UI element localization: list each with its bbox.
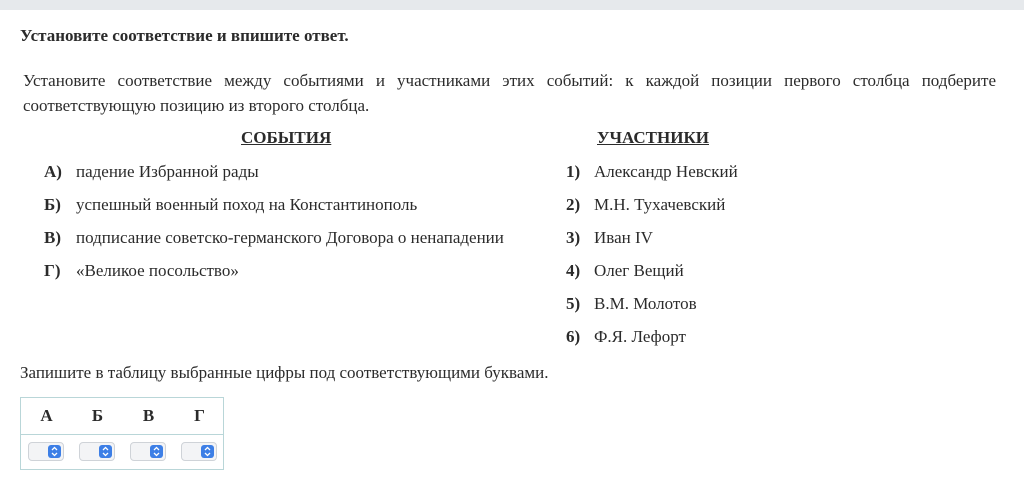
participant-mark: 5) bbox=[566, 294, 581, 313]
answer-column-header-a: А bbox=[40, 406, 53, 425]
updown-chevron-icon bbox=[150, 445, 163, 458]
answer-column-header-g: Г bbox=[194, 406, 205, 425]
event-text: падение Избранной рады bbox=[76, 162, 259, 181]
participants-column-header: УЧАСТНИКИ bbox=[597, 128, 709, 147]
answer-table bbox=[20, 397, 224, 470]
answer-column-header-v: В bbox=[142, 406, 155, 425]
answer-select-a[interactable] bbox=[28, 442, 64, 461]
updown-chevron-icon bbox=[201, 445, 214, 458]
event-mark: Г) bbox=[44, 261, 61, 280]
answer-table-header-row bbox=[21, 398, 223, 435]
participant-mark: 3) bbox=[566, 228, 581, 247]
participant-text: М.Н. Тухачевский bbox=[594, 195, 726, 214]
participant-mark: 1) bbox=[566, 162, 581, 181]
event-text: успешный военный поход на Константинополь bbox=[76, 195, 418, 214]
answer-column-header-b: Б bbox=[91, 406, 104, 425]
participant-mark: 2) bbox=[566, 195, 581, 214]
events-column-header: СОБЫТИЯ bbox=[241, 128, 332, 147]
updown-chevron-icon bbox=[99, 445, 112, 458]
event-mark: В) bbox=[44, 228, 61, 247]
answer-select-g[interactable] bbox=[181, 442, 217, 461]
event-text: подписание советско-германского Договора о ненападении bbox=[76, 228, 504, 247]
participant-mark: 6) bbox=[566, 327, 581, 346]
task-instruction: Установите соответствие между событиями и участниками этих событий: к каждой позиции первого столбца подберите соответствующую позицию из второго столбца. bbox=[23, 71, 996, 115]
answer-instruction: Запишите в таблицу выбранные цифры под соответствующими буквами. bbox=[20, 363, 549, 382]
answer-select-b[interactable] bbox=[79, 442, 115, 461]
participant-mark: 4) bbox=[566, 261, 581, 280]
task-title: Установите соответствие и впишите ответ. bbox=[20, 26, 349, 45]
participant-text: В.М. Молотов bbox=[594, 294, 697, 313]
participant-text: Олег Вещий bbox=[594, 261, 684, 280]
event-text: «Великое посольство» bbox=[76, 261, 239, 280]
participant-text: Александр Невский bbox=[594, 162, 738, 181]
answer-select-v[interactable] bbox=[130, 442, 166, 461]
event-mark: Б) bbox=[44, 195, 61, 214]
participant-text: Иван IV bbox=[594, 228, 653, 247]
event-mark: А) bbox=[44, 162, 62, 181]
participant-text: Ф.Я. Лефорт bbox=[594, 327, 686, 346]
top-bar bbox=[0, 0, 1024, 10]
updown-chevron-icon bbox=[48, 445, 61, 458]
